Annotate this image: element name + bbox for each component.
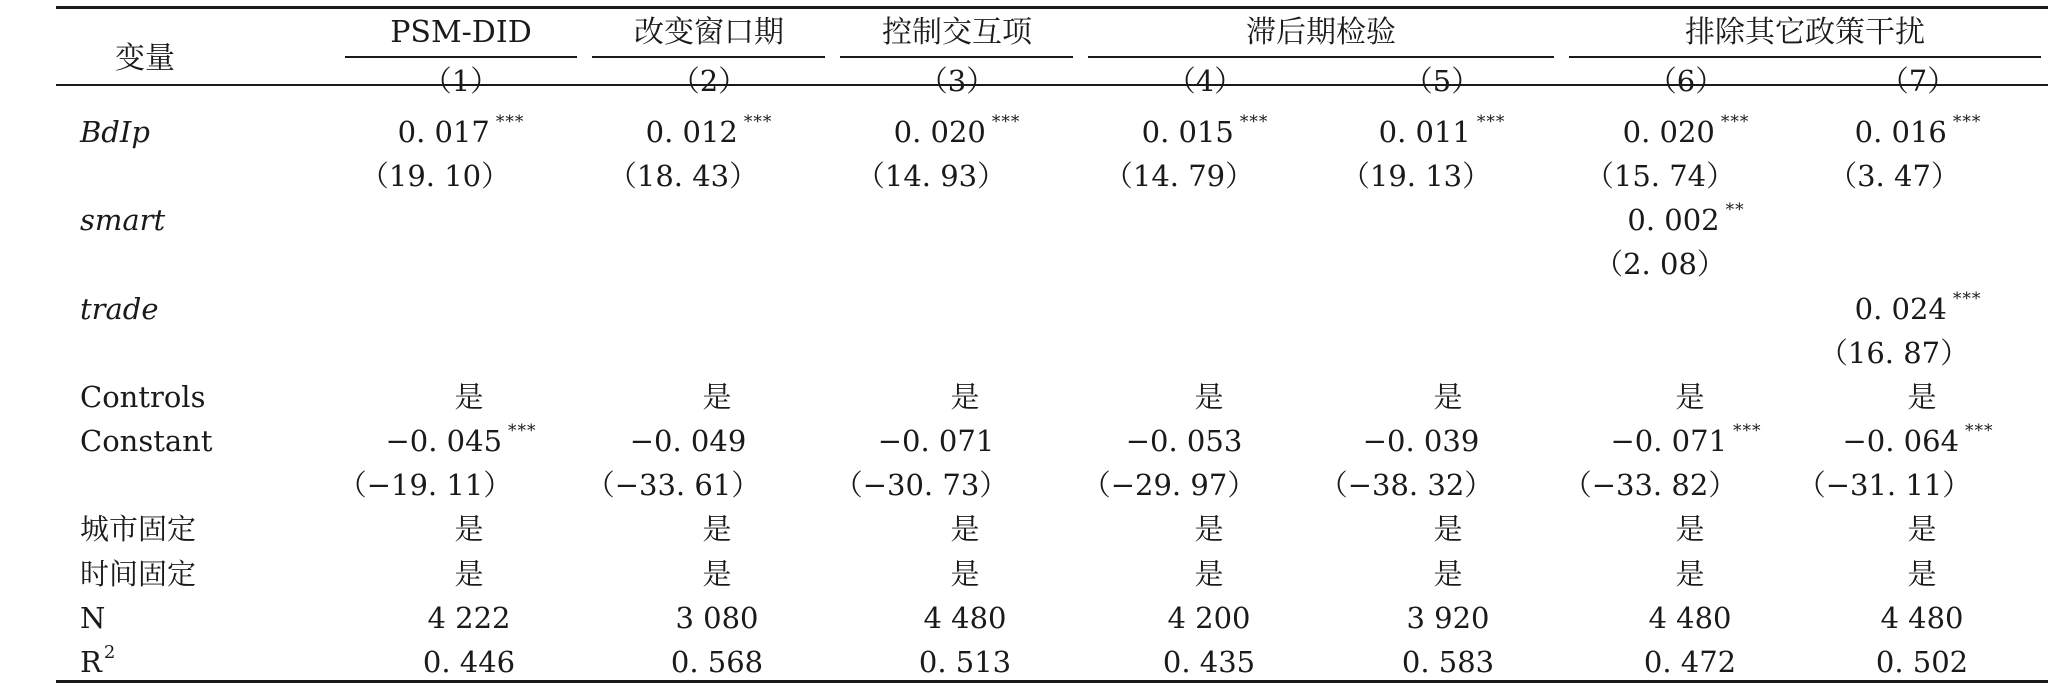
n-7: 4 480 <box>1880 601 1964 635</box>
constant-coef-3: −0. 071 <box>877 424 995 458</box>
col-number-3: （3） <box>918 64 996 98</box>
group-underline-1 <box>345 56 577 58</box>
significance-stars: *** <box>1733 421 1762 441</box>
significance-stars: *** <box>1965 421 1994 441</box>
bdlp-t-3: （14. 93） <box>855 159 1007 193</box>
bdlp-coef-3 <box>893 112 1021 149</box>
constant-coef-6 <box>1610 421 1762 458</box>
coef-value: 0. 012 <box>645 115 738 149</box>
col-number-2: （2） <box>670 64 748 98</box>
n-3: 4 480 <box>923 601 1007 635</box>
smart-coef-6 <box>1627 200 1745 237</box>
bdlp-coef-6 <box>1622 112 1750 149</box>
city-fe-2: 是 <box>702 512 732 546</box>
constant-t-4: （−29. 97） <box>1081 468 1257 502</box>
time-fe-3: 是 <box>950 557 980 591</box>
coef-value: 0. 016 <box>1854 115 1947 149</box>
n-2: 3 080 <box>675 601 759 635</box>
city-fe-6: 是 <box>1675 512 1705 546</box>
constant-t-5: （−38. 32） <box>1318 468 1494 502</box>
n-4: 4 200 <box>1167 601 1251 635</box>
trade-coef-7 <box>1854 289 1982 326</box>
controls-7: 是 <box>1907 380 1937 414</box>
time-fe-4: 是 <box>1194 557 1224 591</box>
col-number-6: （6） <box>1647 64 1725 98</box>
header-bottom-rule <box>56 84 2048 86</box>
constant-t-3: （−30. 73） <box>833 468 1009 502</box>
constant-coef-1 <box>385 421 537 458</box>
col-number-4: （4） <box>1166 64 1244 98</box>
row-label-smart: smart <box>80 203 166 237</box>
col-number-5: （5） <box>1403 64 1481 98</box>
time-fe-1: 是 <box>454 557 484 591</box>
bottom-rule <box>56 680 2048 683</box>
constant-coef-5: −0. 039 <box>1362 424 1480 458</box>
significance-stars: *** <box>1239 112 1269 132</box>
col-number-1: （1） <box>422 64 500 98</box>
coef-value: 0. 002 <box>1627 203 1720 237</box>
controls-5: 是 <box>1433 380 1463 414</box>
significance-stars: *** <box>991 112 1021 132</box>
group-underline-4 <box>1088 56 1554 58</box>
r2-1: 0. 446 <box>422 645 516 679</box>
city-fe-1: 是 <box>454 512 484 546</box>
col-number-7: （7） <box>1879 64 1957 98</box>
row-label-constant: Constant <box>80 424 213 458</box>
group-header-psm-did: PSM-DID <box>390 15 532 50</box>
bdlp-t-7: （3. 47） <box>1828 159 1960 193</box>
significance-stars: *** <box>495 112 525 132</box>
city-fe-5: 是 <box>1433 512 1463 546</box>
group-underline-3 <box>840 56 1073 58</box>
time-fe-2: 是 <box>702 557 732 591</box>
city-fe-3: 是 <box>950 512 980 546</box>
row-label-time-fe: 时间固定 <box>80 557 197 591</box>
group-header-exclude-policy: 排除其它政策干扰 <box>1685 15 1925 50</box>
time-fe-5: 是 <box>1433 557 1463 591</box>
bdlp-coef-2 <box>645 112 773 149</box>
variable-header: 变量 <box>115 41 175 76</box>
bdlp-coef-4 <box>1141 112 1269 149</box>
coef-value: −0. 064 <box>1842 424 1960 458</box>
row-label-controls: Controls <box>80 380 206 414</box>
row-label-bdlp: BdIp <box>80 115 150 149</box>
constant-t-7: （−31. 11） <box>1796 468 1972 502</box>
coef-value: −0. 071 <box>1610 424 1728 458</box>
coef-value: 0. 017 <box>397 115 490 149</box>
significance-stars: *** <box>508 421 537 441</box>
significance-stars: *** <box>743 112 773 132</box>
row-label-trade: trade <box>80 292 159 326</box>
time-fe-6: 是 <box>1675 557 1705 591</box>
r2-3: 0. 513 <box>918 645 1012 679</box>
significance-stars: *** <box>1476 112 1506 132</box>
r2-superscript: 2 <box>103 642 116 663</box>
bdlp-t-2: （18. 43） <box>607 159 759 193</box>
constant-coef-2: −0. 049 <box>629 424 747 458</box>
bdlp-t-6: （15. 74） <box>1584 159 1736 193</box>
constant-coef-4: −0. 053 <box>1125 424 1243 458</box>
coef-value: 0. 020 <box>1622 115 1715 149</box>
r2-4: 0. 435 <box>1162 645 1256 679</box>
top-rule <box>56 6 2048 9</box>
controls-6: 是 <box>1675 380 1705 414</box>
constant-t-6: （−33. 82） <box>1562 468 1738 502</box>
group-underline-5 <box>1569 56 2041 58</box>
coef-value: 0. 011 <box>1378 115 1471 149</box>
group-header-interaction: 控制交互项 <box>882 15 1032 50</box>
time-fe-7: 是 <box>1907 557 1937 591</box>
city-fe-7: 是 <box>1907 512 1937 546</box>
bdlp-coef-7 <box>1854 112 1982 149</box>
city-fe-4: 是 <box>1194 512 1224 546</box>
group-header-window: 改变窗口期 <box>634 15 784 50</box>
coef-value: 0. 024 <box>1854 292 1947 326</box>
controls-2: 是 <box>702 380 732 414</box>
smart-t-6: （2. 08） <box>1594 247 1726 281</box>
constant-coef-7 <box>1842 421 1994 458</box>
bdlp-t-4: （14. 79） <box>1103 159 1255 193</box>
controls-4: 是 <box>1194 380 1224 414</box>
coef-value: −0. 045 <box>385 424 503 458</box>
r2-5: 0. 583 <box>1401 645 1495 679</box>
bdlp-t-1: （19. 10） <box>359 159 511 193</box>
n-1: 4 222 <box>427 601 511 635</box>
significance-stars: *** <box>1720 112 1750 132</box>
significance-stars: *** <box>1952 112 1982 132</box>
controls-3: 是 <box>950 380 980 414</box>
constant-t-2: （−33. 61） <box>585 468 761 502</box>
r2-base: R <box>80 645 102 679</box>
r2-7: 0. 502 <box>1875 645 1969 679</box>
bdlp-coef-1 <box>397 112 525 149</box>
n-6: 4 480 <box>1648 601 1732 635</box>
coef-value: 0. 020 <box>893 115 986 149</box>
r2-6: 0. 472 <box>1643 645 1737 679</box>
n-5: 3 920 <box>1406 601 1490 635</box>
bdlp-t-5: （19. 13） <box>1340 159 1492 193</box>
controls-1: 是 <box>454 380 484 414</box>
group-underline-2 <box>592 56 825 58</box>
r2-2: 0. 568 <box>670 645 764 679</box>
bdlp-coef-5 <box>1378 112 1506 149</box>
significance-stars: *** <box>1952 289 1982 309</box>
row-label-city-fe: 城市固定 <box>80 512 197 546</box>
row-label-n: N <box>80 601 106 635</box>
coef-value: 0. 015 <box>1141 115 1234 149</box>
group-header-lag: 滞后期检验 <box>1246 15 1396 50</box>
trade-t-7: （16. 87） <box>1818 336 1970 370</box>
significance-stars: ** <box>1725 200 1745 220</box>
row-label-r2 <box>80 642 116 679</box>
constant-t-1: （−19. 11） <box>337 468 513 502</box>
